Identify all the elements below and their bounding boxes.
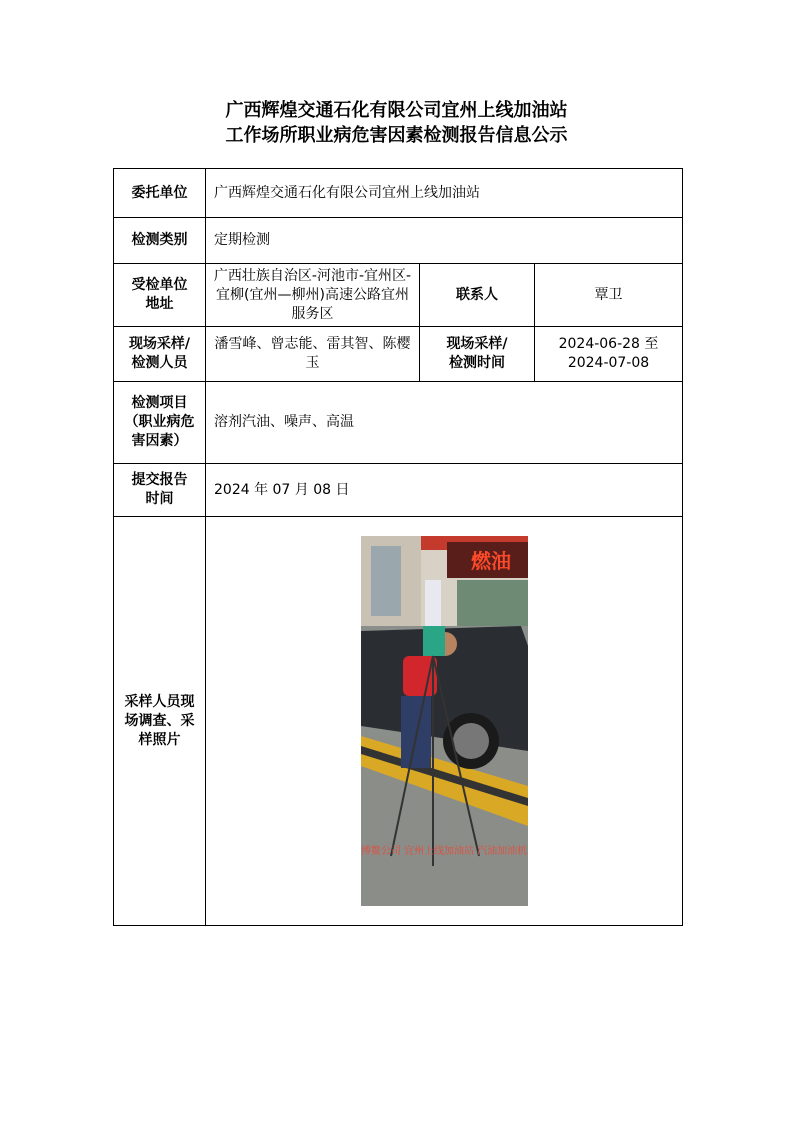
photo-cell [206, 517, 683, 926]
time-label-text: 现场采样/检测时间 [446, 336, 508, 371]
contact-label: 联系人 [420, 264, 535, 327]
submit-value: 2024 年 07 月 08 日 [206, 464, 683, 517]
sampling-photo [361, 536, 528, 906]
time-value-end: 2024-07-08 [567, 355, 650, 371]
time-value-start: 2024-06-28 至 [558, 336, 659, 352]
report-title-line2: 工作场所职业病危害因素检测报告信息公示 [225, 125, 568, 146]
contact-value: 覃卫 [535, 264, 683, 327]
time-value [535, 327, 683, 382]
client-label: 委托单位 [114, 169, 206, 218]
type-label: 检测类别 [114, 218, 206, 264]
photo-label [114, 517, 206, 926]
photo-caption: 博鳌公司 宜州上线加油站 汽油加油机 [360, 846, 527, 857]
photo-label-text: 采样人员现场调查、采样照片 [124, 693, 195, 748]
report-title-line1: 广西辉煌交通石化有限公司宜州上线加油站 [225, 100, 568, 121]
address-value: 广西壮族自治区-河池市-宜州区-宜柳(宜州—柳州)高速公路宜州服务区 [206, 264, 420, 327]
items-value: 溶剂汽油、噪声、高温 [206, 382, 683, 464]
staff-label [114, 327, 206, 382]
time-label [420, 327, 535, 382]
info-table [113, 168, 683, 926]
client-value: 广西辉煌交通石化有限公司宜州上线加油站 [206, 169, 683, 218]
items-label [114, 382, 206, 464]
staff-label-text: 现场采样/检测人员 [128, 336, 191, 371]
submit-label-text: 提交报告时间 [131, 472, 188, 507]
submit-label [114, 464, 206, 517]
sampling-scene-illustration [361, 536, 528, 906]
photo-sign-text: 燃油 [470, 549, 511, 573]
address-label-text: 受检单位地址 [131, 277, 188, 312]
staff-value: 潘雪峰、曾志能、雷其智、陈樱玉 [206, 327, 420, 382]
type-value: 定期检测 [206, 218, 683, 264]
address-label [114, 264, 206, 327]
items-label-text: 检测项目（职业病危害因素） [124, 395, 195, 449]
